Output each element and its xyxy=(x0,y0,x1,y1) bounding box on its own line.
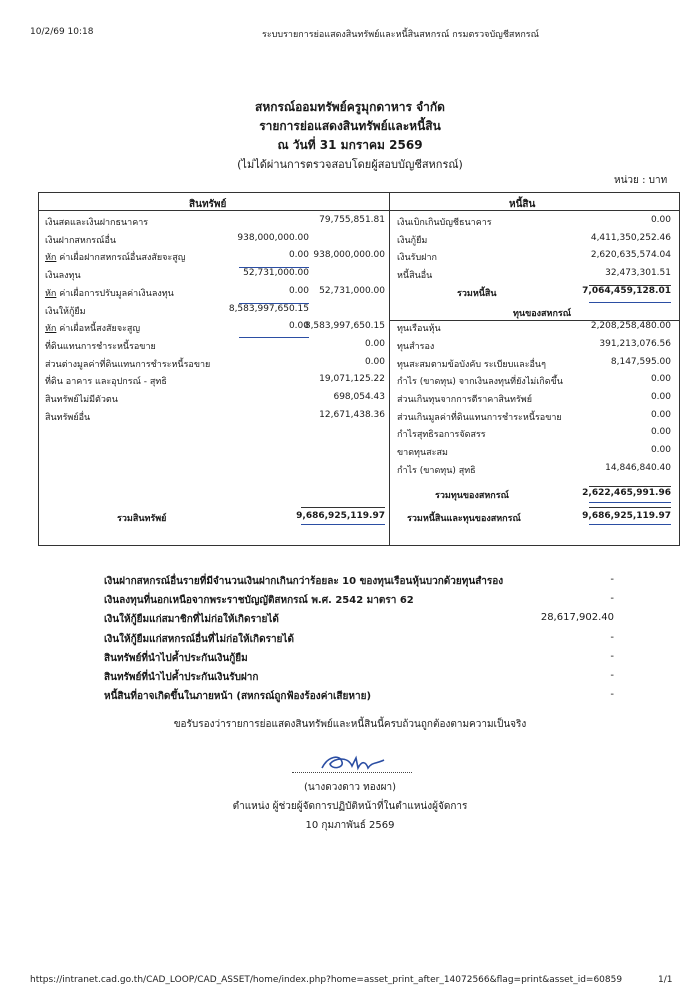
asset-row-net: 0.00 xyxy=(364,338,385,349)
equity-row-label: ส่วนเกินมูลค่าที่ดินแทนการชำระหนี้รอขาย xyxy=(397,412,562,423)
note-label: เงินให้กู้ยืมแก่สมาชิกที่ไม่ก่อให้เกิดรายได้ xyxy=(104,614,279,626)
signer-name: (นางดวงดาว ทองผา) xyxy=(304,782,396,793)
asset-row-amount: 52,731,000.00 xyxy=(243,268,309,279)
note-label: หนี้สินที่อาจเกิดขึ้นในภายหน้า (สหกรณ์ถูกฟ้องร้องค่าเสียหาย) xyxy=(104,691,372,703)
equity-row-value: 0.00 xyxy=(650,445,671,456)
footer-url: https://intranet.cad.go.th/CAD_LOOP/CAD_ASSET/home/index.php?home=asset_print_after_14072566&flag=print&asset_id=60859 xyxy=(30,975,623,985)
liability-row-value: 32,473,301.51 xyxy=(605,268,671,279)
asset-row-net: 698,054.43 xyxy=(333,392,385,402)
signature-line xyxy=(292,772,412,773)
total-rule-bottom xyxy=(589,524,671,525)
note-label: สินทรัพย์ที่นำไปค้ำประกันเงินกู้ยืม xyxy=(104,652,248,664)
total-rule-bottom xyxy=(589,302,671,303)
note-label: เงินฝากสหกรณ์อื่นรายที่มีจำนวนเงินฝากเกินกว่าร้อยละ 10 ของทุนเรือนหุ้นบวกด้วยทุนสำรอง xyxy=(104,576,504,587)
asset-row-text: ค่าเผื่อหนี้สงสัยจะสูญ xyxy=(56,324,141,335)
equity-row-label: ส่วนเกินทุนจากการตีราคาสินทรัพย์ xyxy=(397,395,532,405)
equity-row-value: 2,208,258,480.00 xyxy=(590,321,671,332)
page-number: 1/1 xyxy=(658,975,673,985)
equity-row-label: ทุนสะสมตามข้อบังคับ ระเบียบและอื่นๆ xyxy=(397,359,546,370)
equity-row-label: กำไร (ขาดทุน) จากเงินลงทุนที่ยังไม่เกิดขึ้น xyxy=(397,377,563,388)
note-value: - xyxy=(610,670,614,681)
liability-row-label: เงินกู้ยืม xyxy=(397,235,428,246)
note-value: 28,617,902.40 xyxy=(540,612,614,624)
signer-position: ตำแหน่ง ผู้ช่วยผู้จัดการปฏิบัติหน้าที่ในตำแหน่งผู้จัดการ xyxy=(232,801,468,812)
equity-row-value: 0.00 xyxy=(650,409,671,420)
liabilities-total-value: 7,064,459,128.01 xyxy=(582,285,671,296)
note-label: เงินให้กู้ยืมแก่สหกรณ์อื่นที่ไม่ก่อให้เกิดรายได้ xyxy=(104,633,294,645)
asset-row-label xyxy=(45,321,140,335)
liabilities-heading: หนี้สิน xyxy=(509,199,536,210)
asset-row-text: ค่าเผื่อฝากสหกรณ์อื่นสงสัยจะสูญ xyxy=(56,253,186,264)
equity-row-value: 0.00 xyxy=(650,374,671,385)
liabilities-total-label: รวมหนี้สิน xyxy=(457,288,497,299)
total-rule-bottom xyxy=(301,524,385,525)
total-rule-bottom xyxy=(589,502,671,503)
deduct-prefix: หัก xyxy=(45,288,57,299)
note-value: - xyxy=(610,689,614,701)
liability-row-value: 4,411,350,252.46 xyxy=(590,232,671,243)
assets-total-label: รวมสินทรัพย์ xyxy=(117,514,167,524)
asset-row-net: 8,583,997,650.15 xyxy=(304,321,385,332)
asset-row-amount: 8,583,997,650.15 xyxy=(228,303,309,314)
asset-row-net: 19,071,125.22 xyxy=(319,374,385,385)
equity-heading: ทุนของสหกรณ์ xyxy=(513,308,572,319)
total-rule-top xyxy=(589,507,671,508)
equity-row-label: ทุนเรือนหุ้น xyxy=(397,324,441,335)
asset-row-net: 938,000,000.00 xyxy=(313,250,385,261)
equity-total-value: 2,622,465,991.96 xyxy=(582,488,671,498)
assets-total-value: 9,686,925,119.97 xyxy=(296,511,385,521)
liability-row-label: เงินเบิกเกินบัญชีธนาคาร xyxy=(397,218,492,228)
liability-row-label: หนี้สินอื่น xyxy=(397,271,433,282)
doc-date: ณ วันที่ 31 มกราคม 2569 xyxy=(277,138,423,152)
header-rule xyxy=(39,210,679,211)
print-datetime: 10/2/69 10:18 xyxy=(30,27,94,37)
equity-row-value: 391,213,076.56 xyxy=(599,338,671,349)
liability-row-value: 0.00 xyxy=(650,215,671,225)
asset-row-label: ส่วนต่างมูลค่าที่ดินแทนการชำระหนี้รอขาย xyxy=(45,359,211,370)
equity-row-label: ขาดทุนสะสม xyxy=(397,448,448,459)
signature xyxy=(318,752,388,774)
doc-title: รายการย่อแสดงสินทรัพย์และหนี้สิน xyxy=(259,119,441,133)
equity-row-label: กำไร (ขาดทุน) สุทธิ xyxy=(397,465,476,476)
grand-total-value: 9,686,925,119.97 xyxy=(582,511,671,521)
grand-total-label: รวมหนี้สินและทุนของสหกรณ์ xyxy=(407,514,521,524)
equity-row-value: 8,147,595.00 xyxy=(610,356,671,367)
asset-row-label: ที่ดินแทนการชำระหนี้รอขาย xyxy=(45,341,156,352)
subtotal-rule xyxy=(239,303,309,304)
asset-row-text: ค่าเผื่อการปรับมูลค่าเงินลงทุน xyxy=(56,288,174,299)
asset-row-amount: 0.00 xyxy=(288,321,309,332)
column-divider xyxy=(389,193,390,545)
asset-row-net: 79,755,851.81 xyxy=(319,215,385,225)
audit-note: (ไม่ได้ผ่านการตรวจสอบโดยผู้สอบบัญชีสหกรณ์) xyxy=(237,158,463,171)
asset-row-label: เงินลงทุน xyxy=(45,271,81,282)
asset-row-label: สินทรัพย์อื่น xyxy=(45,412,91,423)
asset-row-amount: 938,000,000.00 xyxy=(237,232,309,243)
asset-row-label: เงินฝากสหกรณ์อื่น xyxy=(45,235,117,246)
note-value: - xyxy=(610,574,614,585)
liability-row-value: 2,620,635,574.04 xyxy=(590,250,671,261)
asset-row-net: 52,731,000.00 xyxy=(319,285,385,296)
assets-heading: สินทรัพย์ xyxy=(189,199,227,210)
note-value: - xyxy=(610,650,614,662)
deduct-prefix: หัก xyxy=(45,253,57,264)
balance-table xyxy=(38,192,680,546)
note-label: เงินลงทุนที่นอกเหนือจากพระราชบัญญัติสหกรณ์ พ.ศ. 2542 มาตรา 62 xyxy=(104,595,414,607)
asset-row-label: เงินสดและเงินฝากธนาคาร xyxy=(45,218,149,228)
asset-row-label: สินทรัพย์ไม่มีตัวตน xyxy=(45,395,118,405)
report-system-title: ระบบรายการย่อแสดงสินทรัพย์และหนี้สินสหกรณ์ กรมตรวจบัญชีสหกรณ์ xyxy=(262,30,539,40)
equity-row-value: 14,846,840.40 xyxy=(605,462,671,473)
note-value: - xyxy=(610,631,614,643)
note-value: - xyxy=(610,593,614,605)
asset-row-label: เงินให้กู้ยืม xyxy=(45,306,86,317)
asset-row-label xyxy=(45,250,185,264)
sign-date: 10 กุมภาพันธ์ 2569 xyxy=(305,820,395,831)
asset-row-label xyxy=(45,286,174,300)
asset-row-label: ที่ดิน อาคาร และอุปกรณ์ - สุทธิ xyxy=(45,377,167,388)
liability-row-label: เงินรับฝาก xyxy=(397,253,437,264)
asset-row-net: 12,671,438.36 xyxy=(319,409,385,420)
equity-row-label: กำไรสุทธิรอการจัดสรร xyxy=(397,430,486,441)
subtotal-rule xyxy=(589,486,671,487)
equity-row-label: ทุนสำรอง xyxy=(397,341,435,352)
org-name: สหกรณ์ออมทรัพย์ครูมุกดาหาร จำกัด xyxy=(255,100,445,114)
certify-statement: ขอรับรองว่ารายการย่อแสดงสินทรัพย์และหนี้สินนี้ครบถ้วนถูกต้องตามความเป็นจริง xyxy=(173,719,527,730)
deduct-prefix: หัก xyxy=(45,324,57,335)
total-rule-top xyxy=(301,507,385,508)
asset-row-amount: 0.00 xyxy=(288,250,309,261)
note-label: สินทรัพย์ที่นำไปค้ำประกันเงินรับฝาก xyxy=(104,672,259,683)
equity-row-value: 0.00 xyxy=(650,427,671,438)
subtotal-rule xyxy=(239,267,309,268)
asset-row-amount: 0.00 xyxy=(288,285,309,296)
asset-row-net: 0.00 xyxy=(364,356,385,367)
equity-row-value: 0.00 xyxy=(650,392,671,402)
subtotal-rule xyxy=(239,337,309,338)
equity-total-label: รวมทุนของสหกรณ์ xyxy=(435,491,509,501)
unit-label: หน่วย : บาท xyxy=(614,175,668,186)
